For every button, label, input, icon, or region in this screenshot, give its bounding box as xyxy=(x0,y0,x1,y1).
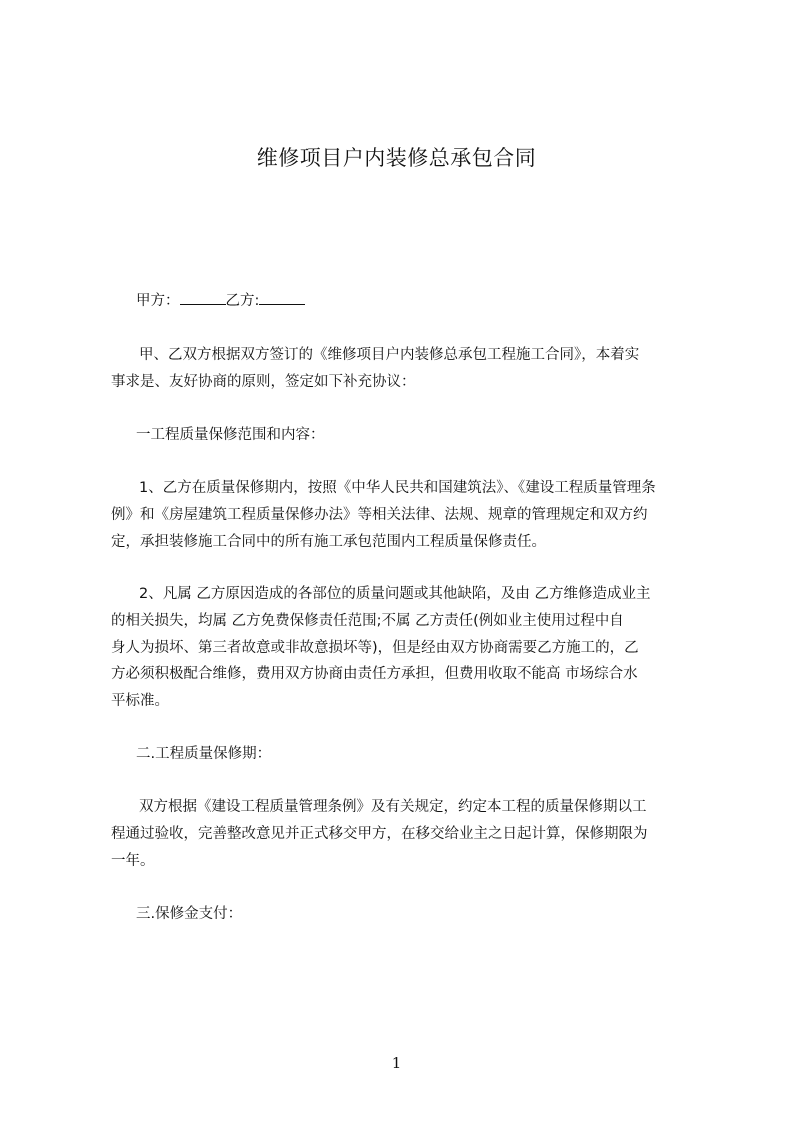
parties-line xyxy=(136,290,706,312)
clause2-line-4: 方必须积极配合维修，费用双方协商由责任方承担，但费用收取不能高 市场综合水 xyxy=(111,666,638,682)
clause2-line-5: 平标准。 xyxy=(111,693,169,709)
party-a-blank xyxy=(180,290,226,305)
clause2-line-1: 2、凡属 乙方原因造成的各部位的质量问题或其他缺陷，及由 乙方维修造成业主 xyxy=(139,586,651,602)
clause1-line-2: 例》和《房屋建筑工程质量保修办法》等相关法律、法规、规章的管理规定和双方约 xyxy=(111,507,648,523)
party-a-label: 甲方： xyxy=(136,293,180,309)
clause1-line-1: 1、乙方在质量保修期内，按照《中华人民共和国建筑法》、《建设工程质量管理条 xyxy=(139,480,656,496)
document-title: 维修项目户内装修总承包合同 xyxy=(256,146,537,170)
section2-heading: 二.工程质量保修期： xyxy=(136,746,272,762)
party-b-label: 乙方: xyxy=(225,293,260,309)
clause2-line-2: 的相关损失，均属 乙方免费保修责任范围;不属 乙方责任(例如业主使用过程中自 xyxy=(111,613,624,629)
intro-line-1: 甲、乙双方根据双方签订的《维修项目户内装修总承包工程施工合同》，本着实 xyxy=(139,347,640,363)
section1-heading: 一工程质量保修范围和内容： xyxy=(136,427,325,443)
party-b-blank xyxy=(259,290,305,305)
clause1-line-3: 定，承担装修施工合同中的所有施工承包范围内工程质量保修责任。 xyxy=(111,534,546,550)
section2-line-3: 一年。 xyxy=(111,853,155,869)
clause2-line-3: 身人为损坏、第三者故意或非故意损坏等)，但是经由双方协商需要乙方施工的，乙 xyxy=(111,640,639,656)
section2-line-2: 程通过验收，完善整改意见并正式移交甲方，在移交给业主之日起计算，保修期限为 xyxy=(111,826,648,842)
section2-line-1: 双方根据《建设工程质量管理条例》及有关规定，约定本工程的质量保修期以工 xyxy=(139,799,647,815)
intro-line-2: 事求是、友好协商的原则，签定如下补充协议： xyxy=(111,374,416,390)
section3-heading: 三.保修金支付： xyxy=(136,906,243,922)
page-number: 1 xyxy=(391,1054,402,1072)
